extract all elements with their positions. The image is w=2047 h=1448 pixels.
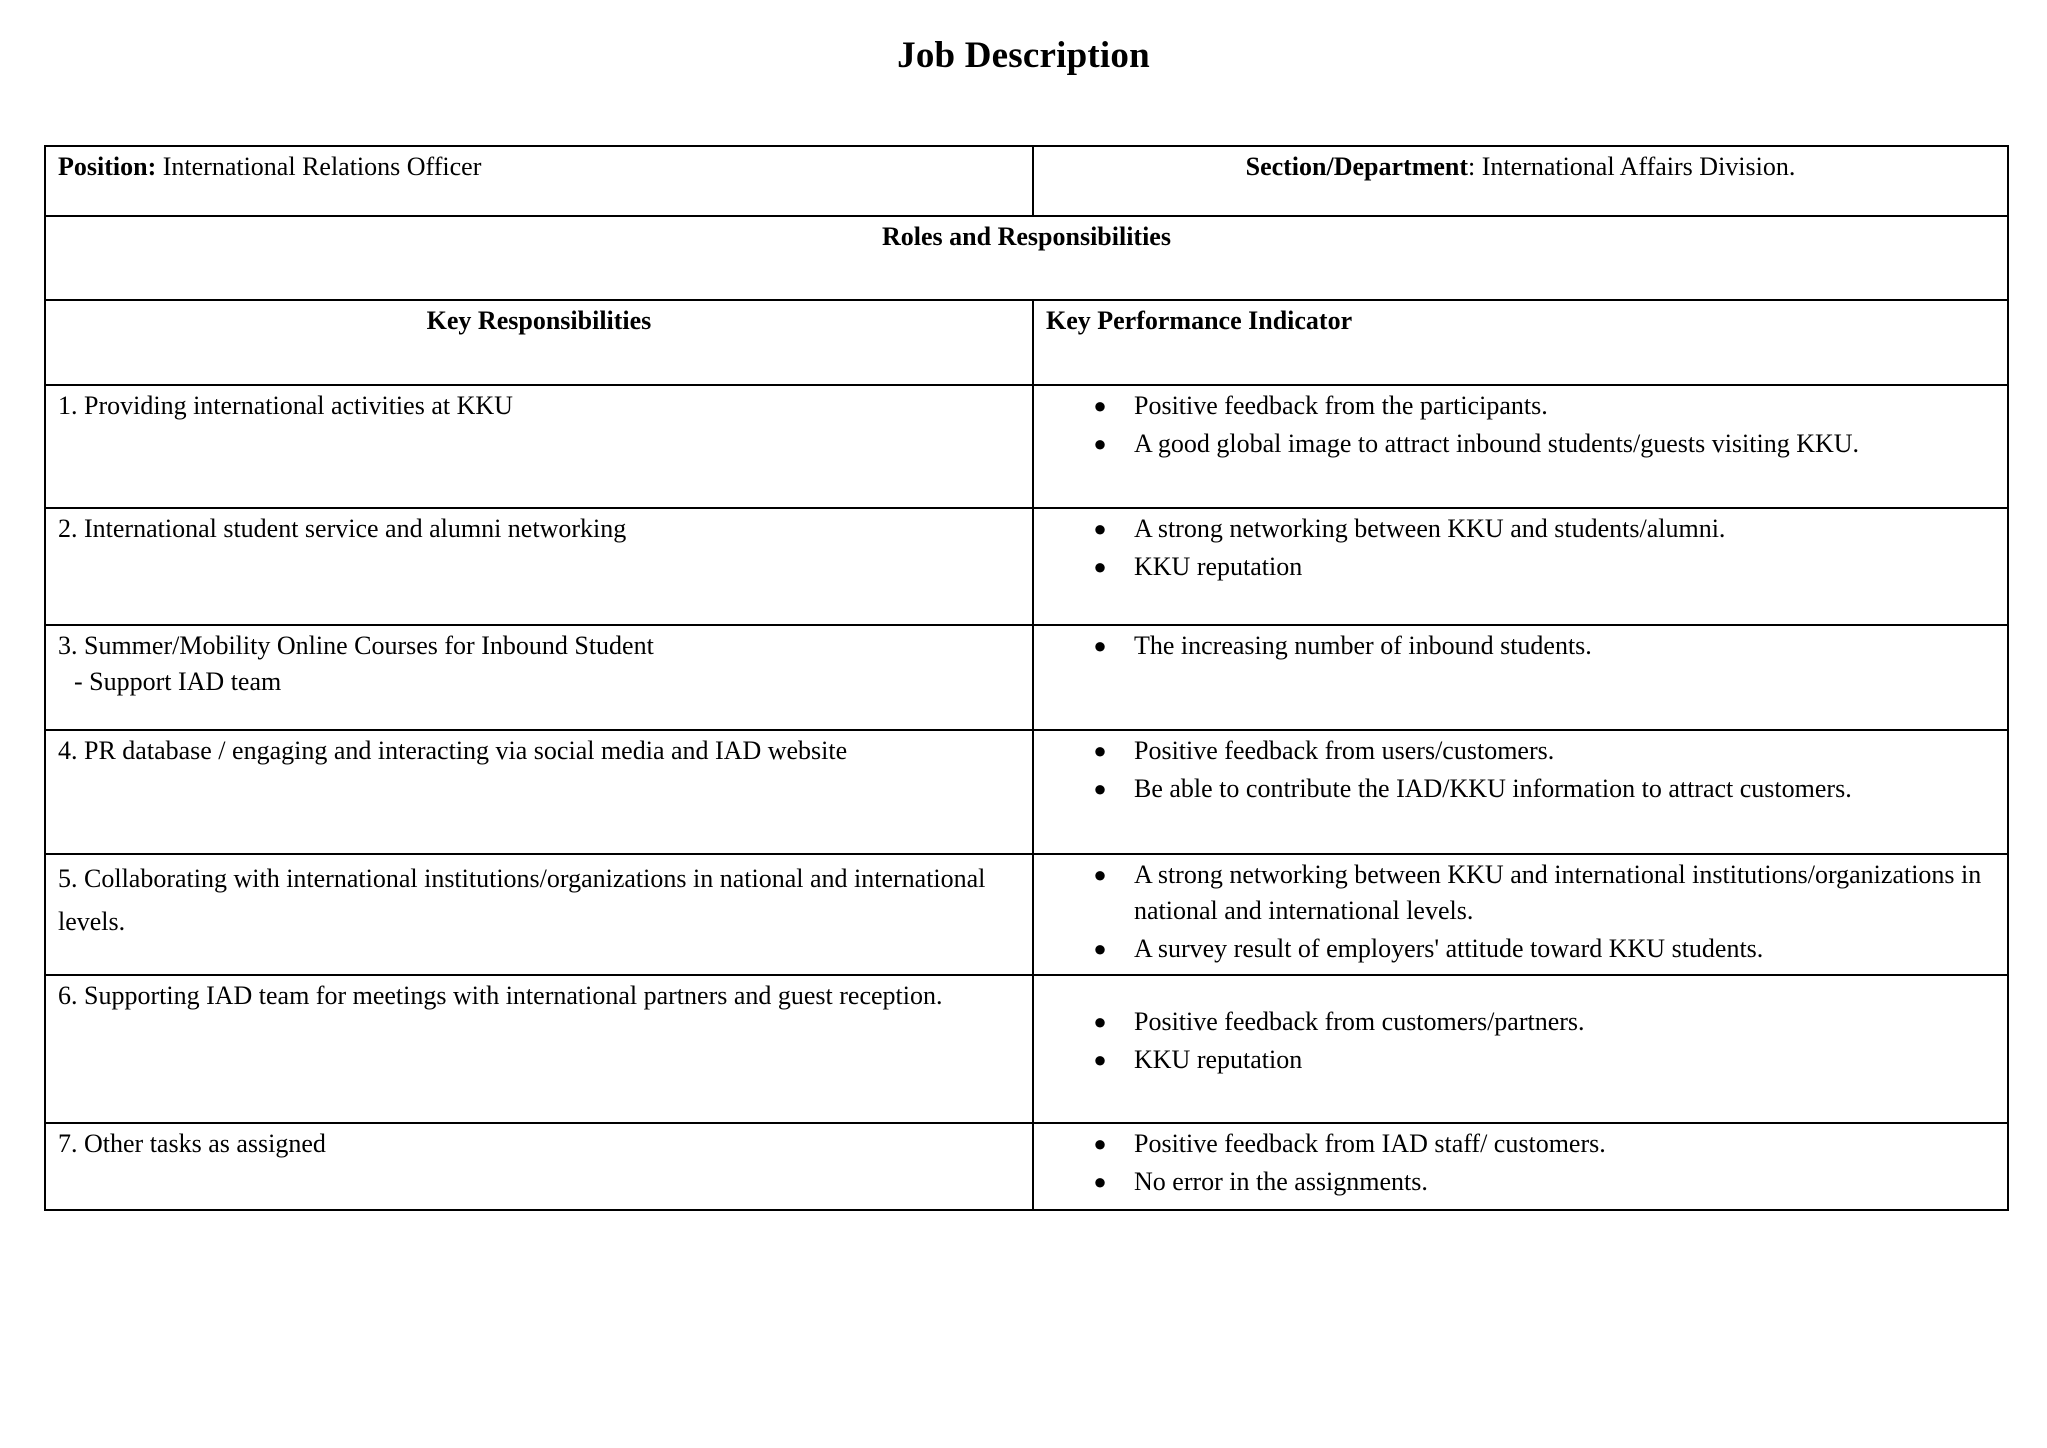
list-item: ● Positive feedback from customers/partners. bbox=[1046, 1004, 1995, 1040]
table-row bbox=[45, 854, 2008, 975]
bullet-icon: ● bbox=[1093, 1009, 1107, 1034]
list-item: ● No error in the assignments. bbox=[1046, 1164, 1995, 1200]
section-value: : International Affairs Division. bbox=[1468, 152, 1796, 181]
table-row bbox=[45, 730, 2008, 854]
section-cell bbox=[1033, 146, 2008, 216]
list-item: ● A strong networking between KKU and students/alumni. bbox=[1046, 511, 1995, 547]
list-item: ● The increasing number of inbound students. bbox=[1046, 628, 1995, 664]
list-item: ● KKU reputation bbox=[1046, 1042, 1995, 1078]
bullet-icon: ● bbox=[1093, 1047, 1107, 1072]
column-header-row bbox=[45, 300, 2008, 385]
list-item: ● Positive feedback from IAD staff/ customers. bbox=[1046, 1126, 1995, 1162]
list-item: ● A survey result of employers' attitude toward KKU students. bbox=[1046, 931, 1995, 967]
kpi-list bbox=[1046, 1126, 1995, 1200]
responsibility-cell: 6. Supporting IAD team for meetings with international partners and guest reception. bbox=[45, 975, 1033, 1123]
responsibility-cell: 4. PR database / engaging and interacting via social media and IAD website bbox=[45, 730, 1033, 854]
kpi-cell bbox=[1033, 975, 2008, 1123]
kpi-list bbox=[1046, 388, 1995, 462]
kpi-cell bbox=[1033, 625, 2008, 730]
responsibility-cell: 5. Collaborating with international institutions/organizations in national and international levels. bbox=[45, 854, 1033, 975]
table-row bbox=[45, 975, 2008, 1123]
bullet-icon: ● bbox=[1093, 1131, 1107, 1156]
position-row bbox=[45, 146, 2008, 216]
bullet-icon: ● bbox=[1093, 936, 1107, 961]
list-item: ● KKU reputation bbox=[1046, 549, 1995, 585]
bullet-icon: ● bbox=[1093, 633, 1107, 658]
responsibility-cell: 7. Other tasks as assigned bbox=[45, 1123, 1033, 1210]
list-item: ● Positive feedback from the participants. bbox=[1046, 388, 1995, 424]
list-item: ● Be able to contribute the IAD/KKU information to attract customers. bbox=[1046, 771, 1995, 807]
position-cell bbox=[45, 146, 1033, 216]
responsibility-cell: 2. International student service and alumni networking bbox=[45, 508, 1033, 625]
list-item: ● A good global image to attract inbound students/guests visiting KKU. bbox=[1046, 426, 1995, 462]
position-label: Position: bbox=[58, 152, 157, 181]
job-description-table bbox=[44, 145, 2009, 1211]
bullet-icon: ● bbox=[1093, 776, 1107, 801]
roles-heading: Roles and Responsibilities bbox=[45, 216, 2008, 300]
bullet-icon: ● bbox=[1093, 516, 1107, 541]
table-row bbox=[45, 385, 2008, 508]
bullet-icon: ● bbox=[1093, 1169, 1107, 1194]
kpi-list bbox=[1046, 733, 1995, 807]
bullet-icon: ● bbox=[1093, 738, 1107, 763]
kpi-list bbox=[1046, 1004, 1995, 1078]
roles-heading-row bbox=[45, 216, 2008, 300]
table-row bbox=[45, 1123, 2008, 1210]
list-item: ● A strong networking between KKU and international institutions/organizations in national and international levels. bbox=[1046, 857, 1995, 929]
kpi-cell bbox=[1033, 730, 2008, 854]
bullet-icon: ● bbox=[1093, 862, 1107, 887]
responsibility-cell bbox=[45, 625, 1033, 730]
responsibility-cell: 1. Providing international activities at KKU bbox=[45, 385, 1033, 508]
col-header-kpi: Key Performance Indicator bbox=[1033, 300, 2008, 385]
bullet-icon: ● bbox=[1093, 431, 1107, 456]
kpi-cell bbox=[1033, 508, 2008, 625]
table-row bbox=[45, 508, 2008, 625]
col-header-responsibilities: Key Responsibilities bbox=[45, 300, 1033, 385]
kpi-list bbox=[1046, 857, 1995, 967]
position-value: International Relations Officer bbox=[162, 152, 482, 181]
page-title: Job Description bbox=[897, 35, 1150, 76]
bullet-icon: ● bbox=[1093, 393, 1107, 418]
bullet-icon: ● bbox=[1093, 554, 1107, 579]
kpi-cell bbox=[1033, 854, 2008, 975]
list-item: ● Positive feedback from users/customers. bbox=[1046, 733, 1995, 769]
responsibility-sub-item: - Support IAD team bbox=[74, 667, 282, 696]
kpi-list bbox=[1046, 511, 1995, 585]
table-row bbox=[45, 625, 2008, 730]
kpi-list bbox=[1046, 628, 1995, 664]
kpi-cell bbox=[1033, 1123, 2008, 1210]
responsibility-text: 3. Summer/Mobility Online Courses for Inbound Student bbox=[58, 631, 654, 660]
kpi-cell bbox=[1033, 385, 2008, 508]
section-label: Section/Department bbox=[1245, 152, 1469, 181]
